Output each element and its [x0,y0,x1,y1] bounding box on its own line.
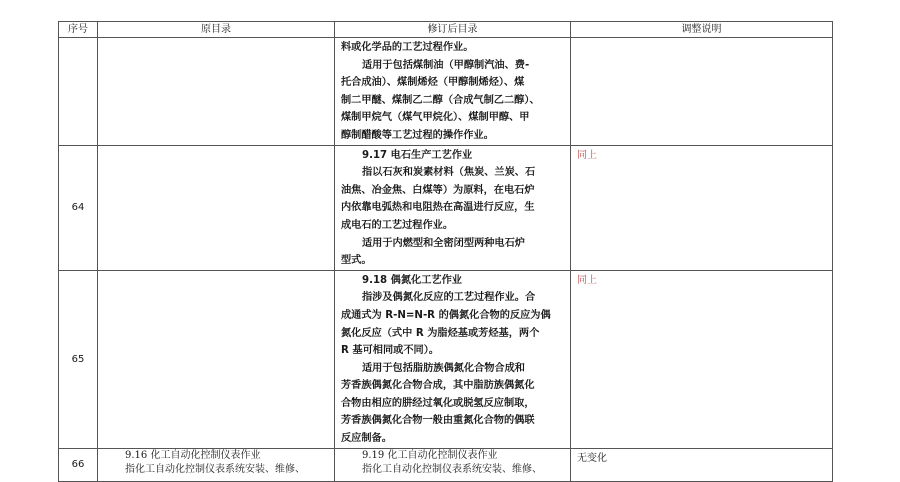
text-line: 油焦、冶金焦、白煤等）为原料，在电石炉 [341,184,535,196]
header-row [59,22,833,38]
header-seq: 序号 [59,22,98,38]
original-cell [98,38,335,146]
text-line: 制二甲醚、煤制乙二醇（合成气制乙二醇）、 [341,94,540,106]
revision-table [58,21,833,482]
revised-cell [335,270,571,448]
text-line: 合物由相应的肼经过氧化或脱氢反应制取， [341,397,535,409]
table-row-63 [59,38,833,146]
note-text: 同上 [571,145,833,270]
header-original: 原目录 [98,22,335,38]
text-line: R 基可相同或不同）。 [341,345,439,357]
section-title: 9.19 化工自动化控制仪表作业 [362,449,498,461]
section-title: 9.17 电石生产工艺作业 [362,149,473,161]
text-line: 料或化学品的工艺过程作业。 [341,42,474,53]
note-text: 无变化 [571,448,833,481]
text-line: 反应制备。 [341,433,392,445]
text-line: 煤制甲烷气（煤气甲烷化）、煤制甲醇、甲 [341,112,530,124]
note-cell [571,38,833,146]
text-line: 型式。 [341,255,372,267]
table-row-66 [59,448,833,481]
text-line: 芳香族偶氮化合物合成，其中脂肪族偶氮化 [341,380,535,392]
revised-cell [335,38,571,146]
text-line: 内依靠电弧热和电阻热在高温进行反应，生 [341,202,535,214]
text-line: 氮化反应（式中 R 为脂烃基或芳烃基，两个 [341,327,540,339]
text-line: 适用于内燃型和全密闭型两种电石炉 [362,237,525,249]
seq-number: 65 [59,270,98,448]
text-line: 成通式为 R-N=N-R 的偶氮化合物的反应为偶 [341,309,551,321]
text-line: 指涉及偶氮化反应的工艺过程作业。合 [362,292,536,304]
seq-number: 66 [59,448,98,481]
text-line: 托合成油）、煤制烯烃（甲醇制烯烃）、煤 [341,77,525,89]
revised-cell [335,448,571,481]
header-note: 调整说明 [571,22,833,38]
text-line: 适用于包括脂肪族偶氮化合物合成和 [362,362,525,374]
seq-cell [59,38,98,146]
seq-number: 64 [59,145,98,270]
text-line: 指化工自动化控制仪表系统安装、维修、 [125,463,305,475]
text-line: 指化工自动化控制仪表系统安装、维修、 [362,463,542,475]
original-cell [98,448,335,481]
revised-cell [335,145,571,270]
text-line: 成电石的工艺过程作业。 [341,219,454,231]
section-title: 9.18 偶氮化工艺作业 [362,274,462,286]
original-cell [98,270,335,448]
table-row-65 [59,270,833,448]
text-line: 醇制醋酸等工艺过程的操作作业。 [341,129,494,141]
table-row-64 [59,145,833,270]
text-line: 适用于包括煤制油（甲醇制汽油、费- [362,59,530,71]
text-line: 指以石灰和炭素材料（焦炭、兰炭、石 [362,167,536,179]
text-line: 芳香族偶氮化合物一般由重氮化合物的偶联 [341,415,535,427]
header-revised: 修订后目录 [335,22,571,38]
section-title: 9.16 化工自动化控制仪表作业 [125,449,261,461]
note-text: 同上 [571,270,833,448]
original-cell [98,145,335,270]
